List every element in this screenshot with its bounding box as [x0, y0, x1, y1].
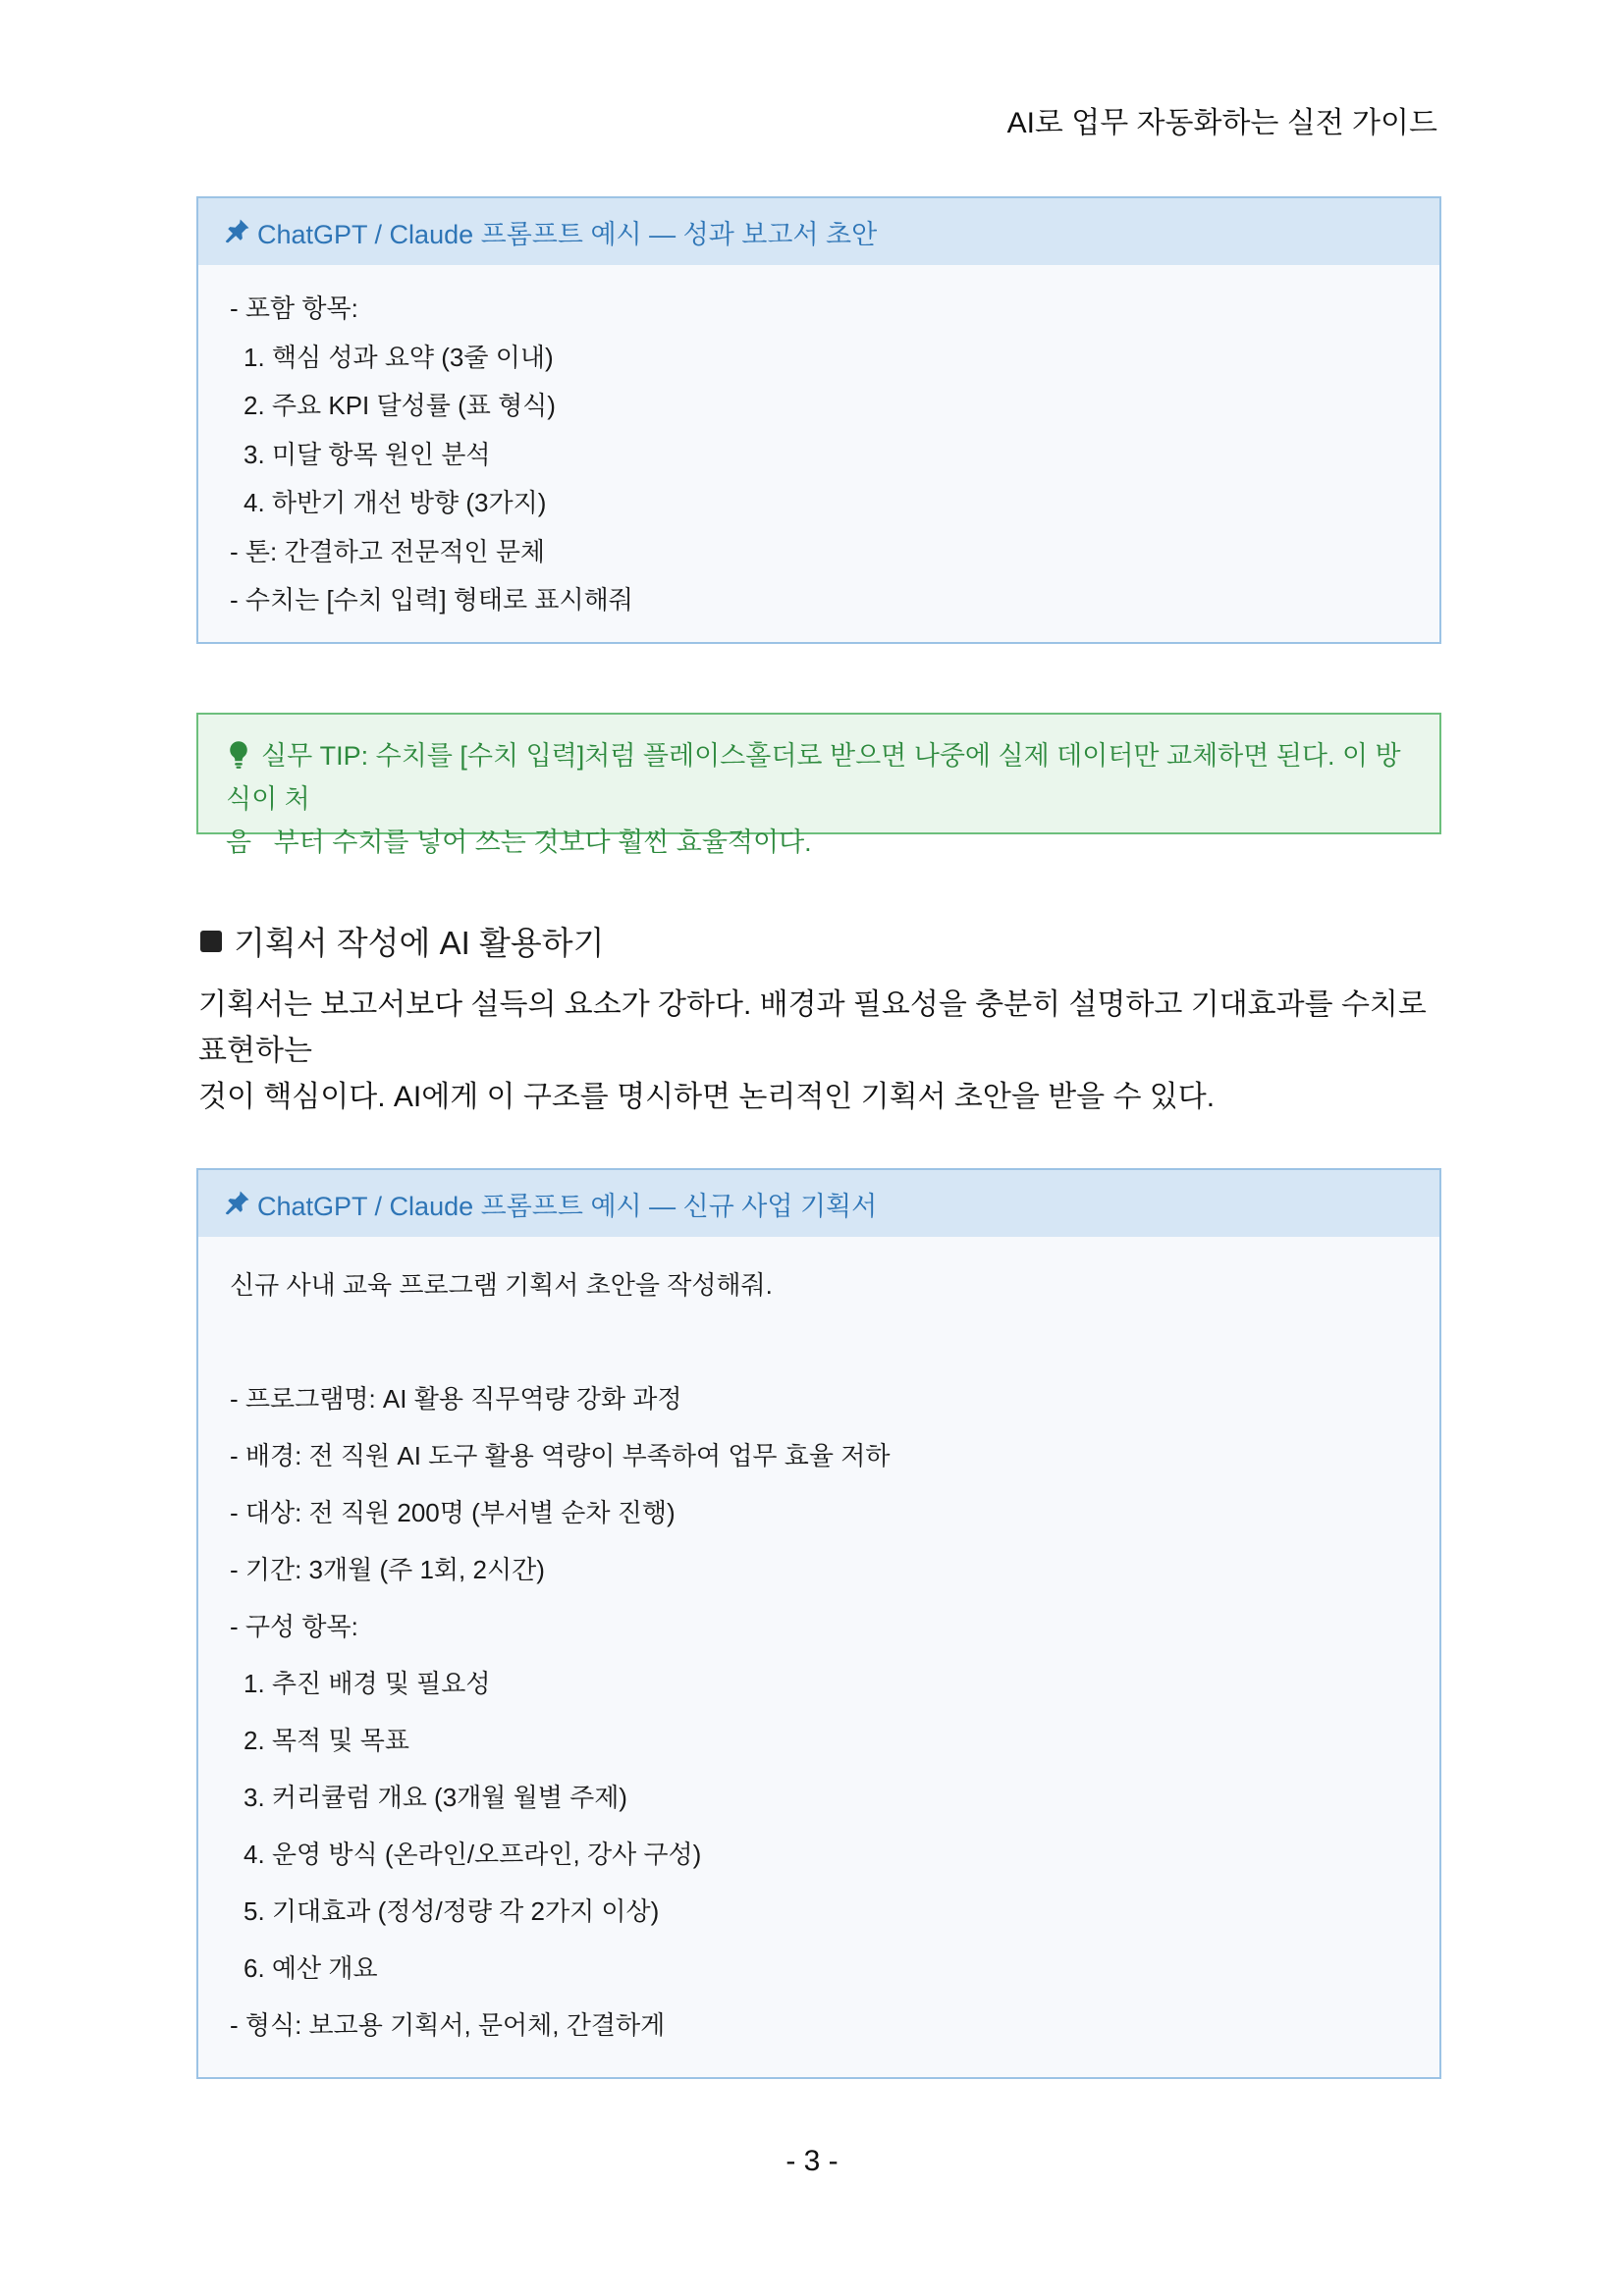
prompt-line: - 기간: 3개월 (주 1회, 2시간)	[230, 1555, 545, 1584]
prompt-text	[198, 1237, 1439, 2067]
square-bullet-icon	[200, 931, 222, 952]
prompt-example-box-plan	[196, 1168, 1441, 2079]
prompt-line: - 형식: 보고용 기획서, 문어체, 간결하게	[230, 2010, 666, 2040]
pushpin-icon	[222, 1189, 251, 1218]
tip-line-1	[226, 734, 1416, 821]
prompt-line: 4. 운영 방식 (온라인/오프라인, 강사 구성)	[244, 1840, 702, 1869]
prompt-blank-line	[230, 1313, 1439, 1370]
body-paragraph	[198, 982, 1445, 1120]
practical-tip-box	[196, 713, 1441, 857]
prompt-line: 5. 기대효과 (정성/정량 각 2가지 이상)	[244, 1896, 660, 1926]
prompt-example-box-report	[196, 196, 1441, 644]
prompt-line: - 배경: 전 직원 AI 도구 활용 역량이 부족하여 업무 효율 저하	[230, 1441, 891, 1470]
tip-line-2: 음 부터 수치를 넣어 쓰는 것보다 훨씬 효율적이다.	[226, 828, 812, 857]
prompt-line: 2. 목적 및 목표	[244, 1726, 409, 1755]
prompt-line: - 대상: 전 직원 200명 (부서별 순차 진행)	[230, 1498, 676, 1527]
running-header: AI로 업무 자동화하는 실전 가이드	[1006, 107, 1437, 139]
section-heading	[200, 918, 604, 964]
prompt-box-title: ChatGPT / Claude 프롬프트 예시 — 성과 보고서 초안	[257, 219, 878, 249]
pushpin-icon	[222, 217, 251, 246]
prompt-box-title-bar	[198, 198, 1439, 265]
prompt-line: 신규 사내 교육 프로그램 기획서 초안을 작성해줘.	[230, 1270, 773, 1300]
prompt-line: 1. 추진 배경 및 필요성	[244, 1669, 491, 1698]
prompt-line: 4. 하반기 개선 방향 (3가지)	[244, 488, 547, 517]
prompt-line: - 프로그램명: AI 활용 직무역량 강화 과정	[230, 1384, 682, 1414]
prompt-line: - 포함 항목:	[230, 294, 358, 323]
prompt-line: - 구성 항목:	[230, 1612, 358, 1641]
tip-text: 실무 TIP: 수치를 [수치 입력]처럼 플레이스홀더로 받으면 나중에 실제 데이터만 교체하면 된다. 이 방식이 처	[226, 741, 1401, 814]
prompt-line: 1. 핵심 성과 요약 (3줄 이내)	[244, 342, 554, 372]
page-number: - 3 -	[785, 2145, 839, 2177]
prompt-line: - 수치는 [수치 입력] 형태로 표시해줘	[230, 585, 633, 614]
prompt-box-title-bar	[198, 1170, 1439, 1237]
prompt-line: 6. 예산 개요	[244, 1953, 378, 1983]
paragraph-line: 기획서는 보고서보다 설득의 요소가 강하다. 배경과 필요성을 충분히 설명하고 기대효과를 수치로 표현하는	[198, 988, 1427, 1067]
prompt-line: 3. 미달 항목 원인 분석	[244, 439, 491, 469]
prompt-line: 3. 커리큘럼 개요 (3개월 월별 주제)	[244, 1783, 627, 1812]
prompt-box-title: ChatGPT / Claude 프롬프트 예시 — 신규 사업 기획서	[257, 1191, 878, 1221]
section-heading-text: 기획서 작성에 AI 활용하기	[234, 925, 605, 961]
prompt-line: - 톤: 간결하고 전문적인 문체	[230, 536, 546, 566]
prompt-text	[198, 265, 1439, 639]
paragraph-line: 것이 핵심이다. AI에게 이 구조를 명시하면 논리적인 기획서 초안을 받을 수 있다.	[198, 1081, 1216, 1113]
prompt-line: 2. 주요 KPI 달성률 (표 형식)	[244, 391, 556, 420]
lightbulb-icon	[226, 740, 251, 770]
